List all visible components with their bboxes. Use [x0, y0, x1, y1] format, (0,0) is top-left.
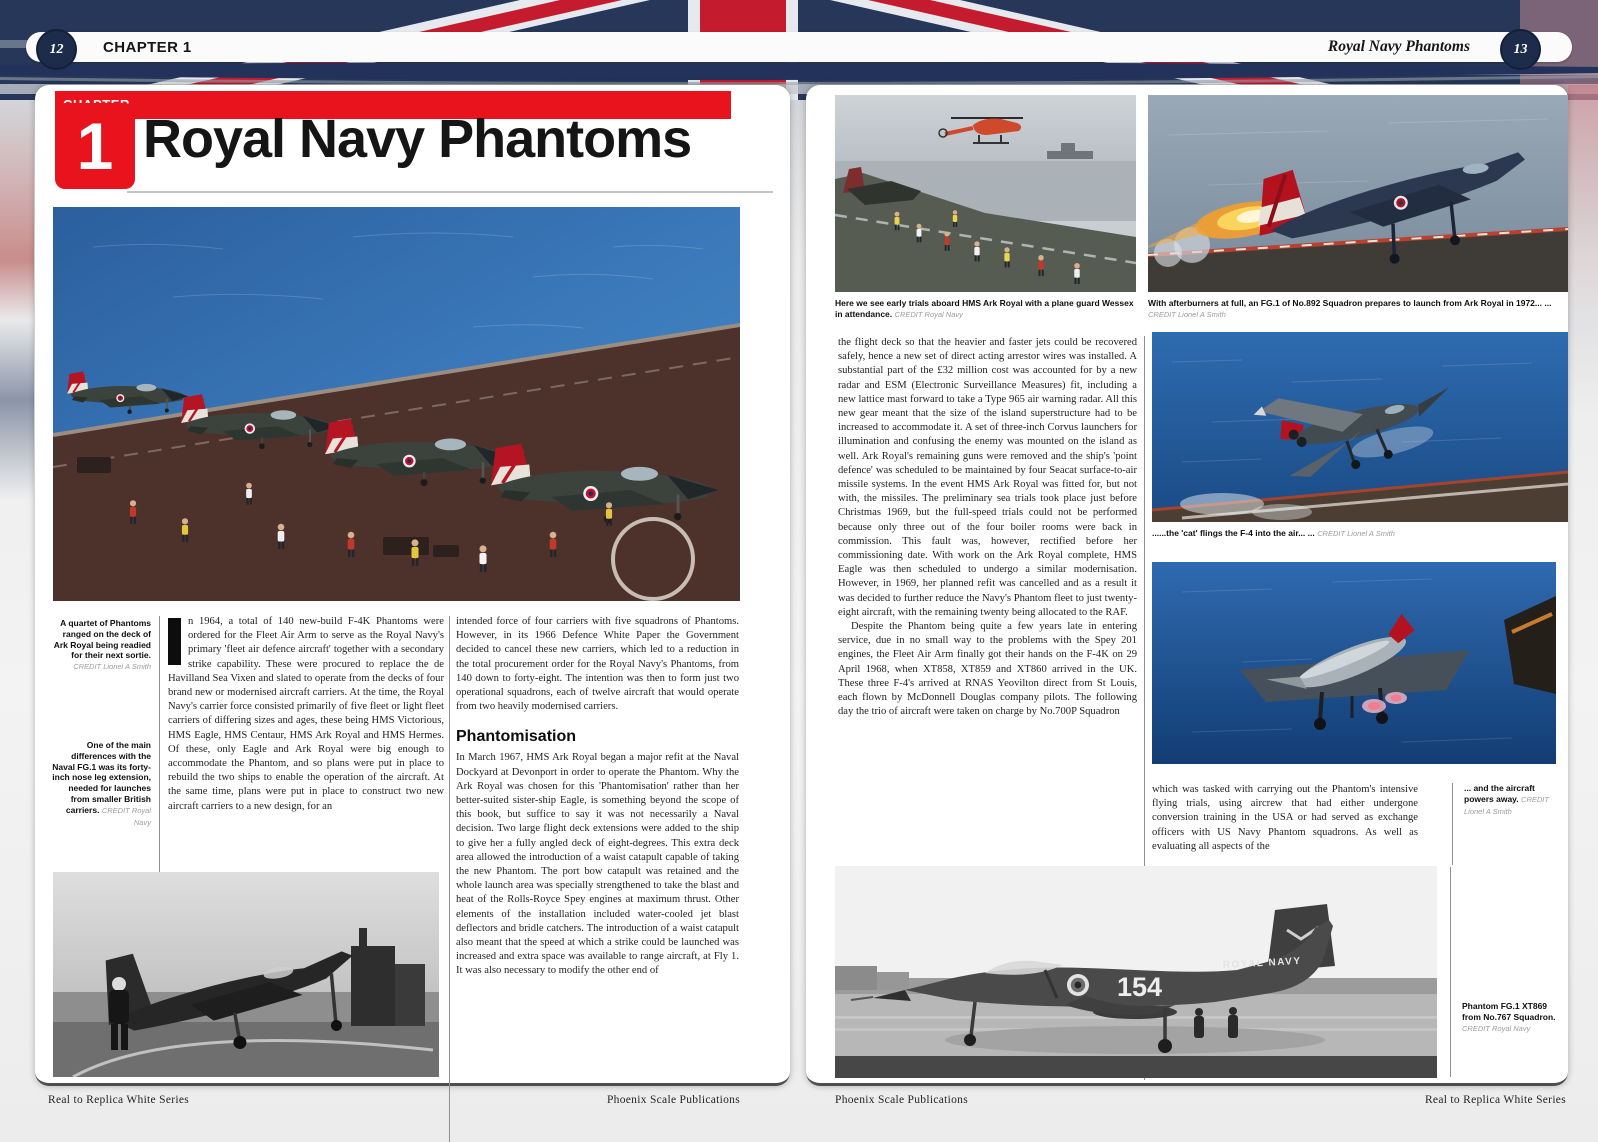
paragraph-text: n 1964, a total of 140 new-build F-4K Phantoms were ordered for the Fleet Air Arm to serve as the Royal Navy's primary 'fleet air defence aircraft' together with a secondary strike capability. These were procured to replace the de Havilland Sea Vixen and slated to operate from the decks of four brand new or modernised aircraft carriers. At the time, the Royal Navy's carrier force consisted primarily of five fleet or light fleet carriers of differing sizes and ages, these being HMS Victorious, HMS Eagle, HMS Centaur, HMS Ark Royal and HMS Hermes. Of these, only Eagle and Ark Royal were big enough to accommodate the Phantom, and so plans were put in place to rebuild the two ships to enable the operation of the aircraft. At the same time, plans were put in place to construct two new aircraft carriers to a new design, for an	[168, 616, 444, 812]
right-page	[806, 85, 1568, 1086]
side-number-marking: 154	[1117, 972, 1163, 1002]
chapter-number-badge: 1	[55, 103, 135, 189]
footer-left-series: Real to Replica White Series	[48, 1094, 190, 1106]
catapult-illustration	[1152, 332, 1568, 522]
caption-text: Phantom FG.1 XT869 from No.767 Squadron.	[1462, 1001, 1556, 1022]
title-rule	[127, 191, 773, 193]
main-photo-caption	[51, 618, 151, 673]
running-head-left: CHAPTER 1	[103, 39, 192, 56]
sky	[835, 866, 1437, 986]
powers-away-illustration	[1152, 562, 1556, 764]
wessex-caption	[835, 298, 1136, 321]
page-number-left	[36, 29, 77, 70]
caption-credit: CREDIT Lionel A Smith	[73, 662, 151, 672]
section-heading: Phantomisation	[456, 728, 577, 746]
afterburner-launch-photo	[1148, 95, 1568, 292]
page-number-left-text: 12	[49, 41, 64, 57]
main-photo	[53, 207, 740, 601]
bw-catapult-photo	[53, 872, 439, 1077]
caption-divider	[1452, 783, 1453, 865]
footer-right-publisher: Phoenix Scale Publications	[835, 1094, 969, 1106]
left-page	[35, 85, 790, 1086]
royal-navy-marking: ROYAL NAVY	[1222, 955, 1302, 971]
xt869-caption	[1462, 1001, 1566, 1034]
page-number-right-text: 13	[1513, 41, 1528, 57]
caption-text: ......the 'cat' flings the F-4 into the air... ...	[1152, 528, 1315, 538]
body-paragraph: In March 1967, HMS Ark Royal began a major refit at the Naval Dockyard at Devonport in order to operate the Phantom. Why the Ark Royal was chosen for this 'Phantomisation' rather than her better-suited sister-ship Eagle, is something beyond the scope of this book, but suffice to say it was not necessarily a Naval decision. Two large flight deck extensions were added to the ship to give her a fully angled deck of eight-degrees. This extra deck area allowed the introduction of a waist catapult capable of taking the new Phantom. The port bow catapult was retained and the whole launch area was specially strengthened to take the blast and heat of the Rolls-Royce Spey engines at maximum thrust. Other elements of the installation included water-cooled jet blast deflectors and bridle catchers. The introduction of a waist catapult also meant that the speed at which a strike could be launched was increased and extra space was available to range aircraft, at Fly 1. It was also necessary to modify the other end of	[456, 752, 739, 977]
nose-leg-caption	[51, 740, 151, 828]
page-title: Royal Navy Phantoms	[143, 109, 692, 169]
afterburner-caption	[1148, 298, 1568, 321]
main-photo-illustration	[53, 207, 740, 601]
catapult-caption	[1152, 528, 1568, 540]
powers-away-caption	[1464, 783, 1564, 817]
caption-credit: CREDIT Lionel A Smith	[1464, 794, 1549, 816]
caption-credit: CREDIT Lionel A Smith	[1148, 309, 1226, 319]
caption-credit: CREDIT Royal Navy	[1462, 1023, 1531, 1033]
caption-credit: CREDIT Royal Navy	[101, 805, 151, 827]
body-paragraph: the flight deck so that the heavier and faster jets could be recovered safely, hence a new set of direct acting arrestor wires was installed. A substantial part of the £32 million cost was accounted for by a new radar and ESM (Electronic Surveillance Measures) fit, including a new lattice mast forward to take a Type 965 air warning radar. All this new gear meant that the size of the island superstructure had to be increased to accommodate it. A set of three-inch Corvus launchers for illumination and confusing the enemy was mounted on the island as well. Ark Royal's remaining guns were removed and the ship's 'point defence' was scheduled to be maintained by four Seacat surface-to-air missile systems. In the event HMS Ark Royal was fitted for, but not with, the missiles. The preliminary sea trials took place just before Christmas 1969, but the full-speed trials could not be performed because only three out of the four boiler rooms were back in commission. This fault was, however, rectified before her commissioning date. With work on the Ark Royal complete, HMS Eagle was then scheduled to undergo a similar modernisation. However, in 1969, her planned refit was cancelled and as a result it was decided to further reduce the Navy's Phantom fleet to just twenty-eight aircraft, with the remaining twenty being allocated to the RAF.	[838, 337, 1137, 618]
body-paragraph: Despite the Phantom being quite a few years late in entering service, due in no small way to the problems with the Spey 201 engines, the Fleet Air Arm finally got their hands on the F-4K on 29 April 1968, when XT858, XT859 and XT860 arrived in the UK. These three F-4's arrived at RNAS Yeovilton direct from St Louis, each flown by McDonnell Douglas company pilots. The following day the trio of aircraft were taken on charge by No.700P Squadron	[838, 621, 1137, 718]
page-number-right	[1500, 29, 1541, 70]
wet-patch	[945, 1026, 1325, 1054]
caption-text: A quartet of Phantoms ranged on the deck of Ark Royal being readied for their next sortie.	[53, 618, 151, 661]
body-paragraph: intended force of four carriers with five squadrons of Phantoms. However, in its 1966 Defence White Paper the Government decided to cancel these new carriers, which led to a reduction in the total procurement order for the Royal Navy's Phantoms, from 140 down to forty-eight. The intention was then to form just two operational squadrons, each of twelve aircraft that would operate from two heavily modernised carriers.	[456, 616, 739, 713]
body-paragraph	[168, 615, 444, 814]
bw-catapult-illustration	[53, 872, 439, 1077]
right-column-2	[1152, 783, 1418, 854]
running-head-right: Royal Navy Phantoms	[1327, 38, 1470, 55]
left-column-1	[168, 615, 444, 814]
powers-away-photo	[1152, 562, 1556, 764]
body-paragraph: which was tasked with carrying out the Phantom's intensive flying trials, using aircrew that had either undergone conversion training in the USA or had served as exchange officers with US Navy Phantom squadrons. As well as evaluating all aspects of the	[1152, 784, 1418, 852]
xt869-illustration	[835, 866, 1437, 1078]
xt869-photo	[835, 866, 1437, 1078]
caption-text: ... and the aircraft powers away.	[1464, 783, 1535, 804]
steam-2	[1252, 504, 1312, 520]
flag-edge-right-art	[1568, 85, 1598, 415]
footer-left-publisher: Phoenix Scale Publications	[606, 1094, 740, 1106]
wessex-trials-photo	[835, 95, 1136, 292]
deck	[53, 1022, 439, 1077]
catapult-launch-photo	[1152, 332, 1568, 522]
caption-credit: CREDIT Royal Navy	[894, 309, 963, 319]
column-divider	[449, 616, 450, 1142]
steam	[1180, 493, 1264, 515]
afterburner-illustration	[1148, 95, 1568, 292]
caption-text: With afterburners at full, an FG.1 of No.892 Squadron prepares to launch from Ark Royal in 1972... ...	[1148, 298, 1552, 308]
wessex-illustration	[835, 95, 1136, 292]
grass	[835, 1056, 1437, 1078]
caption-text: Here we see early trials aboard HMS Ark Royal with a plane guard Wessex in attendance.	[835, 298, 1134, 319]
drop-cap	[168, 618, 181, 665]
caption-credit: CREDIT Lionel A Smith	[1317, 529, 1395, 538]
caption-text: One of the main differences with the Naval FG.1 was its forty-inch nose leg extension, needed for launches from smaller British carriers.	[52, 740, 151, 815]
right-column-1	[838, 336, 1137, 719]
flag-edge-left-art	[0, 100, 34, 500]
caption-divider-2	[1450, 867, 1451, 1077]
footer-right-series: Real to Replica White Series	[1424, 1094, 1566, 1106]
left-column-2	[456, 615, 739, 1080]
